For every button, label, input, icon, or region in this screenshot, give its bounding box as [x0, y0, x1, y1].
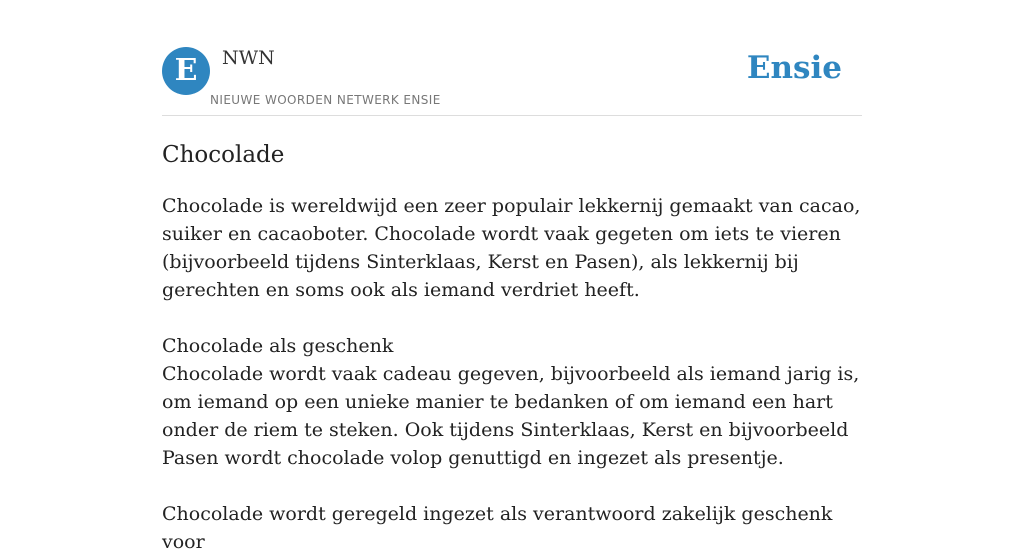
article-paragraph: Chocolade wordt geregeld ingezet als verantwoord zakelijk geschenk voor	[162, 503, 833, 553]
site-header	[162, 0, 862, 116]
site-subtitle: NIEUWE WOORDEN NETWERK ENSIE	[210, 93, 441, 107]
brand-logo[interactable]: Ensie	[746, 50, 842, 86]
article-section	[162, 332, 862, 472]
page	[162, 0, 862, 553]
article-paragraph: Chocolade is wereldwijd een zeer populair lekkernij gemaakt van cacao, suiker en cacaoboter. Chocolade wordt vaak gegeten om iets te vieren (bijvoorbeeld tijdens Sinterklaas, Kerst en Pasen), als lekkernij bij gerechten en soms ook als iemand verdriet heeft.	[162, 195, 861, 301]
article-body	[162, 192, 862, 556]
page-title: Chocolade	[162, 142, 285, 168]
site-name[interactable]: NWN	[222, 47, 275, 69]
article-paragraph: Chocolade wordt vaak cadeau gegeven, bijvoorbeeld als iemand jarig is, om iemand op een unieke manier te bedanken of om iemand een hart onder de riem te steken. Ook tijdens Sinterklaas, Kerst en bijvoorbeeld Pasen wordt chocolade volop genuttigd en ingezet als presentje.	[162, 363, 860, 469]
site-logo[interactable]: E	[162, 47, 210, 95]
section-heading: Chocolade als geschenk	[162, 335, 394, 357]
